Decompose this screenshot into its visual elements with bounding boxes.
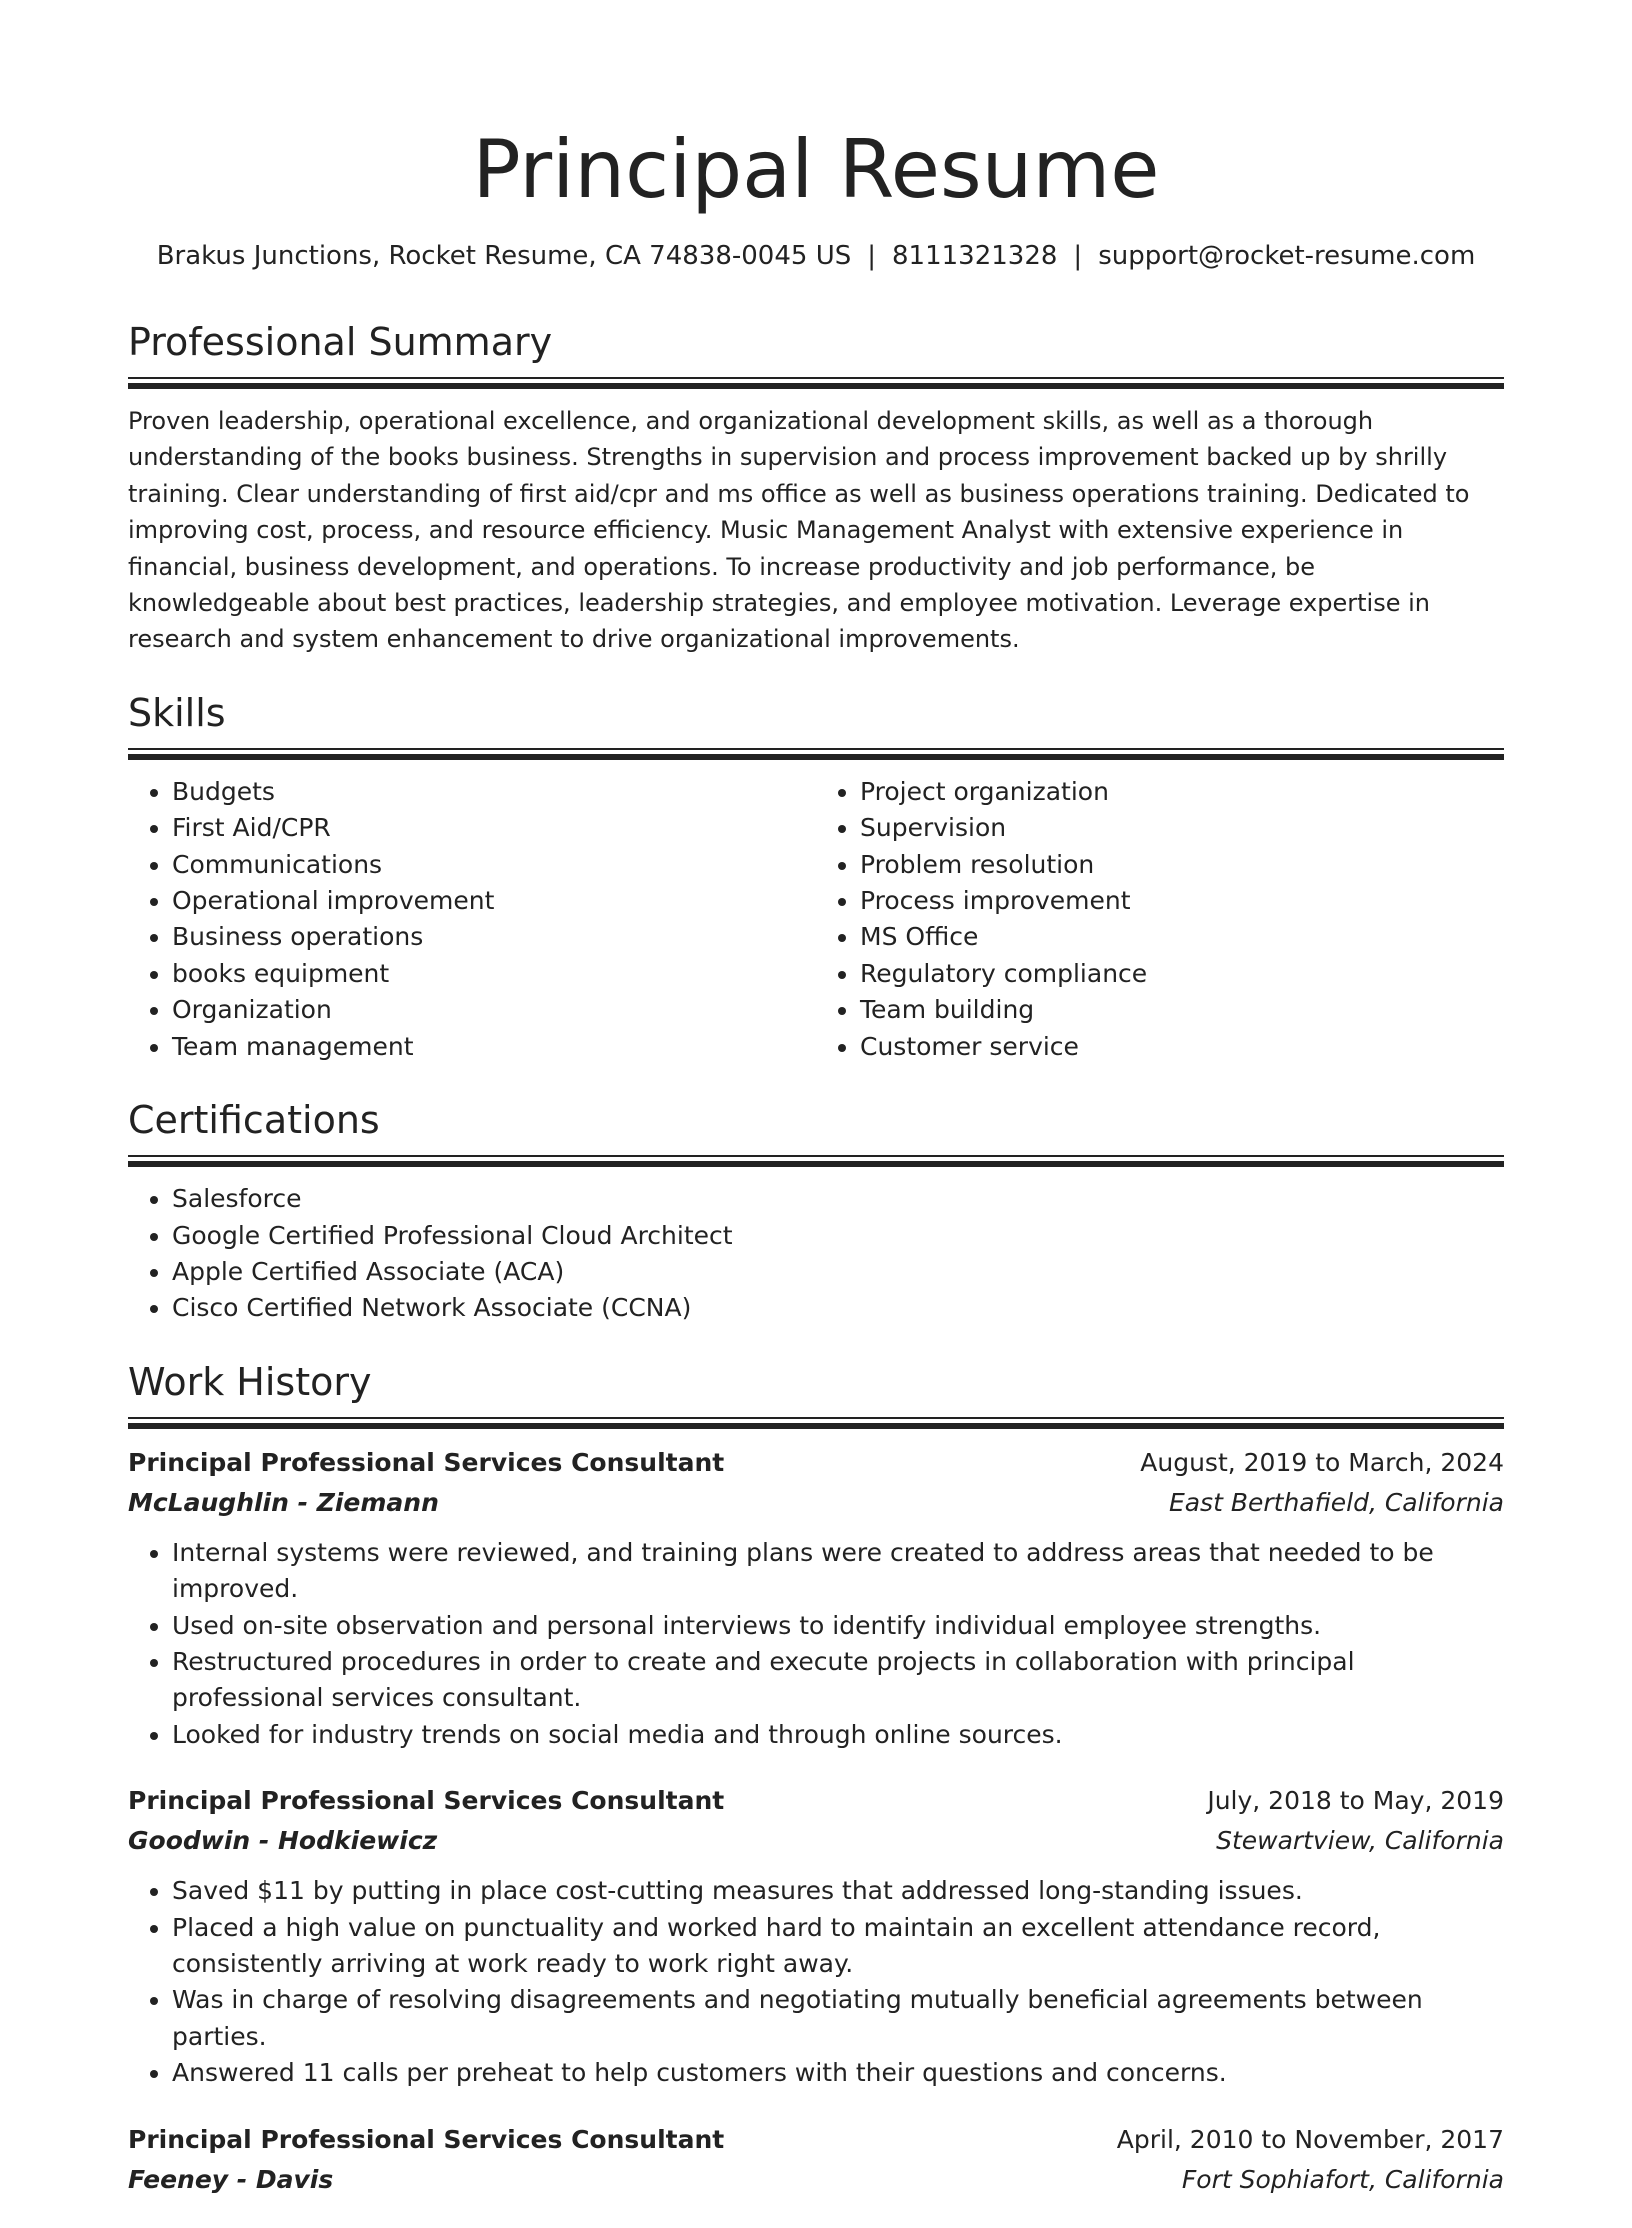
- skill-item: • Organization: [172, 992, 816, 1028]
- job-title: Principal Professional Services Consultant: [128, 1786, 725, 1816]
- section-divider: [128, 748, 1504, 760]
- certification-item: • Google Certified Professional Cloud Architect: [172, 1218, 1504, 1254]
- job-header-row: [128, 1443, 1504, 1483]
- skill-item: • Regulatory compliance: [860, 956, 1504, 992]
- job-location: Stewartview, California: [1216, 1826, 1504, 1856]
- job-bullet: • Internal systems were reviewed, and training plans were created to address areas that needed to be improved.: [172, 1535, 1504, 1608]
- contact-line: [0, 236, 1632, 276]
- summary-section: [128, 315, 1504, 658]
- job-bullet: • Placed a high value on punctuality and worked hard to maintain an excellent attendance record, consistently arriving at work ready to work right away.: [172, 1910, 1504, 1983]
- certification-item: • Cisco Certified Network Associate (CCNA): [172, 1290, 1504, 1326]
- job-bullet: • Was in charge of resolving disagreements and negotiating mutually beneficial agreements between parties.: [172, 1982, 1504, 2055]
- job-company: Goodwin - Hodkiewicz: [128, 1826, 438, 1856]
- skills-section: [128, 686, 1504, 1065]
- job-dates: July, 2018 to May, 2019: [1207, 1786, 1504, 1816]
- section-divider: [128, 1417, 1504, 1429]
- contact-separator: |: [867, 241, 876, 271]
- skill-item: • Team building: [860, 992, 1504, 1028]
- section-divider: [128, 1155, 1504, 1167]
- job-bullet: • Restructured procedures in order to create and execute projects in collaboration with principal professional services consultant.: [172, 1644, 1504, 1717]
- job-location: Fort Sophiafort, California: [1181, 2164, 1504, 2194]
- job-bullets: [128, 1535, 1504, 1753]
- summary-text: Proven leadership, operational excellence, and organizational development skills, as well as a thorough understanding of the books business. Strengths in supervision and process improvement backed up by shrilly training. Clear understanding of first aid/cpr and ms office as well as business operations training. Dedicated to improving cost, process, and resource efficiency. Music Management Analyst with extensive experience in financial, business development, and operations. To increase productivity and job performance, be knowledgeable about best practices, leadership strategies, and employee motivation. Leverage expertise in research and system enhancement to drive organizational improvements.: [128, 407, 1470, 654]
- skill-item: • Problem resolution: [860, 847, 1504, 883]
- contact-separator: |: [1073, 241, 1083, 271]
- skill-item: • Process improvement: [860, 883, 1504, 919]
- certifications-section: [128, 1093, 1504, 1327]
- work-history-section: [128, 1355, 1504, 2200]
- section-heading-work-history: Work History: [128, 1359, 372, 1404]
- job-title: Principal Professional Services Consultant: [128, 1447, 725, 1477]
- job-dates: August, 2019 to March, 2024: [1140, 1447, 1504, 1477]
- section-heading-certifications: Certifications: [128, 1098, 380, 1143]
- job-bullet: • Looked for industry trends on social media and through online sources.: [172, 1717, 1504, 1753]
- page-title: Principal Resume: [472, 123, 1160, 216]
- job-subheader-row: [128, 2160, 1504, 2200]
- job-bullets: [128, 1873, 1504, 2091]
- skill-item: • Supervision: [860, 810, 1504, 846]
- certifications-list: [128, 1181, 1504, 1327]
- section-heading-skills: Skills: [128, 690, 226, 735]
- job-bullet: • Used on-site observation and personal interviews to identify individual employee strengths.: [172, 1608, 1504, 1644]
- skill-item: • Customer service: [860, 1029, 1504, 1065]
- job-bullet: • Saved $11 by putting in place cost-cutting measures that addressed long-standing issues.: [172, 1873, 1504, 1909]
- skill-item: • Business operations: [172, 919, 816, 955]
- job-location: East Berthafield, California: [1168, 1487, 1504, 1517]
- job-bullet: • Answered 11 calls per preheat to help customers with their questions and concerns.: [172, 2055, 1504, 2091]
- skills-list-left: [128, 774, 816, 1065]
- section-divider: [128, 377, 1504, 389]
- contact-phone: 8111321328: [892, 241, 1058, 271]
- job-entry: [128, 2120, 1504, 2200]
- skill-item: • Project organization: [860, 774, 1504, 810]
- job-subheader-row: [128, 1483, 1504, 1523]
- job-company: Feeney - Davis: [128, 2164, 334, 2194]
- section-heading-summary: Professional Summary: [128, 320, 553, 364]
- certification-item: • Salesforce: [172, 1181, 1504, 1217]
- job-header-row: [128, 2120, 1504, 2160]
- skills-columns: [128, 774, 1504, 1065]
- skill-item: • Budgets: [172, 774, 816, 810]
- job-company: McLaughlin - Ziemann: [128, 1487, 439, 1517]
- skill-item: • Communications: [172, 847, 816, 883]
- resume-content: [128, 315, 1504, 2228]
- skill-item: • Team management: [172, 1029, 816, 1065]
- skill-item: • MS Office: [860, 919, 1504, 955]
- skill-item: • books equipment: [172, 956, 816, 992]
- certification-item: • Apple Certified Associate (ACA): [172, 1254, 1504, 1290]
- skill-item: • First Aid/CPR: [172, 810, 816, 846]
- job-subheader-row: [128, 1821, 1504, 1861]
- skills-list-right: [816, 774, 1504, 1065]
- skill-item: • Operational improvement: [172, 883, 816, 919]
- job-entry: [128, 1781, 1504, 2091]
- job-title: Principal Professional Services Consultant: [128, 2124, 725, 2154]
- contact-email: support@rocket-resume.com: [1098, 241, 1476, 271]
- contact-address: Brakus Junctions, Rocket Resume, CA 74838-0045 US: [156, 241, 852, 271]
- job-entry: [128, 1443, 1504, 1753]
- job-dates: April, 2010 to November, 2017: [1116, 2124, 1504, 2154]
- job-header-row: [128, 1781, 1504, 1821]
